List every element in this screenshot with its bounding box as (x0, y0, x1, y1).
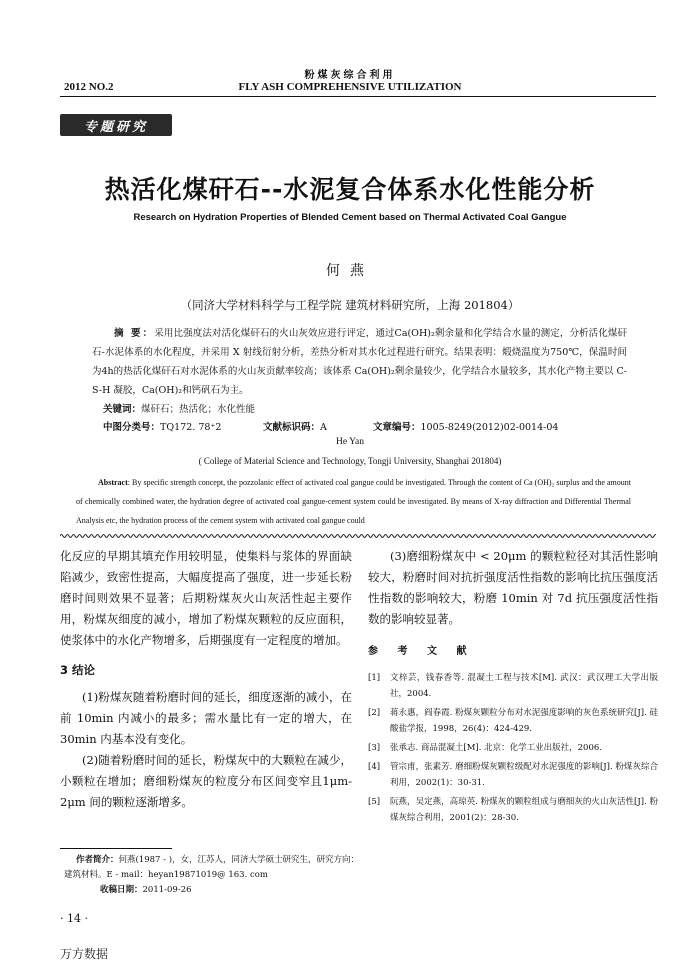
references-heading: 参 考 文 献 (368, 646, 475, 657)
received-date-label: 收稿日期： (100, 885, 143, 895)
reference-item (368, 740, 658, 756)
author-bio-label: 作者简介： (76, 855, 119, 865)
abstract-cn (92, 324, 627, 400)
author-en: He Yan (336, 437, 364, 447)
paragraph: (2)随着粉磨时间的延长，粉煤灰中的大颗粒在减少，小颗粒在增加；磨细粉煤灰的粒度分布区间变窄且1μm-2μm 间的颗粒逐渐增多。 (60, 753, 352, 809)
reference-number: [4] (368, 762, 381, 772)
clc-label: 中图分类号： (103, 422, 161, 433)
reference-number: [3] (368, 743, 381, 753)
reference-item (368, 705, 658, 737)
abstract-en (76, 473, 631, 530)
author-cn: 何燕 (326, 263, 374, 279)
journal-title-cn: 粉煤灰综合利用 (304, 70, 396, 81)
classification-line (103, 419, 573, 433)
paragraph: 化反应的早期其填充作用较明显，使集料与浆体的界面缺陷减少，致密性提高，大幅度提高了强度，进一步延长粉磨时间则效果不显著；后期粉煤灰火山灰活性起主要作用，粉煤灰细度的减小，增加了粉煤灰颗粒的反应面积，使浆体中的水化产物增多，后期强度有一定程度的增加。 (60, 549, 352, 647)
reference-text: 蒋永惠，阎春霞. 粉煤灰颗粒分布对水泥强度影响的灰色系统研究[J]. 硅酸盐学报，1998，26(4)：424-429. (390, 708, 658, 734)
section-banner: 专题研究 (83, 120, 148, 135)
abstract-cn-label: 摘 要： (114, 328, 155, 339)
header-rule (60, 96, 656, 97)
body-left-column (60, 546, 352, 813)
keywords-label: 关键词： (103, 404, 142, 415)
abstract-en-text: : By specific strength concept, the pozzolanic effect of activated coal gangue could be investigated. Through the content of Ca (OH)₂ surplus and the amount of chemically combined water, the hydration degree of activated coal gangue-cement system could be investigated. By means of X-ray diffraction and Differential Thermal Analysis etc, the hydration process of the cement system with activated coal gangue could (76, 478, 631, 525)
received-date (64, 883, 364, 898)
reference-text: 管宗甫，张素芳. 磨细粉煤灰颗粒级配对水泥强度的影响[J]. 粉煤灰综合利用，2002(1)：30-31. (390, 762, 658, 788)
author-footnote (64, 853, 364, 898)
affiliation-cn: （同济大学材料科学与工程学院 建筑材料研究所，上海 201804） (180, 298, 520, 312)
paper-title-cn: 热活化煤矸石--水泥复合体系水化性能分析 (104, 175, 596, 204)
reference-number: [5] (368, 797, 381, 807)
received-date-value: 2011-09-26 (142, 885, 192, 895)
reference-item (368, 794, 658, 826)
issue-number: 2012 NO.2 (64, 81, 114, 93)
reference-number: [2] (368, 708, 381, 718)
article-number: 1005-8249(2012)02-0014-04 (420, 422, 559, 433)
clc-code: TQ172. 78⁺2 (160, 422, 222, 433)
reference-text: 张承志. 商品混凝土[M]. 北京：化学工业出版社，2006. (390, 743, 602, 753)
footnote-rule (60, 848, 172, 849)
keywords (103, 401, 255, 415)
reference-text: 文梓芸，钱春香等. 混凝土工程与技术[M]. 武汉：武汉理工大学出版社，2004. (390, 673, 658, 699)
body-right-column (368, 546, 658, 829)
page-number: · 14 · (60, 912, 88, 925)
paper-title-en: Research on Hydration Properties of Blended Cement based on Thermal Activated Coal Gangue (133, 212, 567, 223)
abstract-cn-text: 采用比强度法对活化煤矸石的火山灰效应进行评定，通过Ca(OH)₂剩余量和化学结合水量的测定，分析活化煤矸石-水泥体系的水化程度，并采用 X 射线衍射分析，差热分析对其水化过程进行研究。结果表明：煅烧温度为750℃，保温时间为4h的热活化煤矸石对水泥体系的火山灰贡献率较高；该体系 Ca(OH)₂剩余量较少，化学结合水量较多，其水化产物主要以 C-S-H 凝胶，Ca(OH)₂和钙矾石为主。 (92, 328, 628, 396)
article-number-label: 文章编号： (373, 422, 421, 433)
author-bio (64, 853, 364, 883)
keywords-text: 煤矸石；热活化；水化性能 (141, 404, 256, 415)
reference-item (368, 759, 658, 791)
reference-number: [1] (368, 673, 381, 683)
paragraph: (1)粉煤灰随着粉磨时间的延长，细度逐渐的减小，在前 10min 内减小的最多；需水量比有一定的增大，在30min 内基本没有变化。 (60, 690, 352, 746)
reference-text: 阮燕，吴定燕，高琼英. 粉煤灰的颗粒组成与磨细灰的火山灰活性[J]. 粉煤灰综合利用，2001(2)：28-30. (390, 797, 658, 823)
journal-title-en: FLY ASH COMPREHENSIVE UTILIZATION (238, 81, 462, 93)
affiliation-en: ( College of Material Science and Technology, Tongji University, Shanghai 201804) (198, 456, 502, 466)
abstract-en-label: Abstract (98, 478, 128, 487)
wavy-separator (60, 532, 656, 540)
section-heading-conclusion: 3 结论 (60, 663, 96, 677)
reference-item (368, 670, 658, 702)
doc-code-label: 文献标识码： (263, 422, 321, 433)
reference-list (368, 670, 658, 826)
watermark: 万方数据 (60, 947, 109, 961)
author-bio-text: 何燕(1987 - )，女，江苏人，同济大学硕士研究生，研究方向：建筑材料。E - mail：heyan19871019@ 163. com (64, 855, 360, 880)
paragraph: (3)磨细粉煤灰中 < 20μm 的颗粒粒径对其活性影响较大，粉磨时间对抗折强度活性指数的影响比抗压强度活性指数的影响较大，粉磨 10min 对 7d 抗压强度活性指数的影响较显著。 (368, 549, 658, 626)
doc-code: A (320, 422, 327, 433)
